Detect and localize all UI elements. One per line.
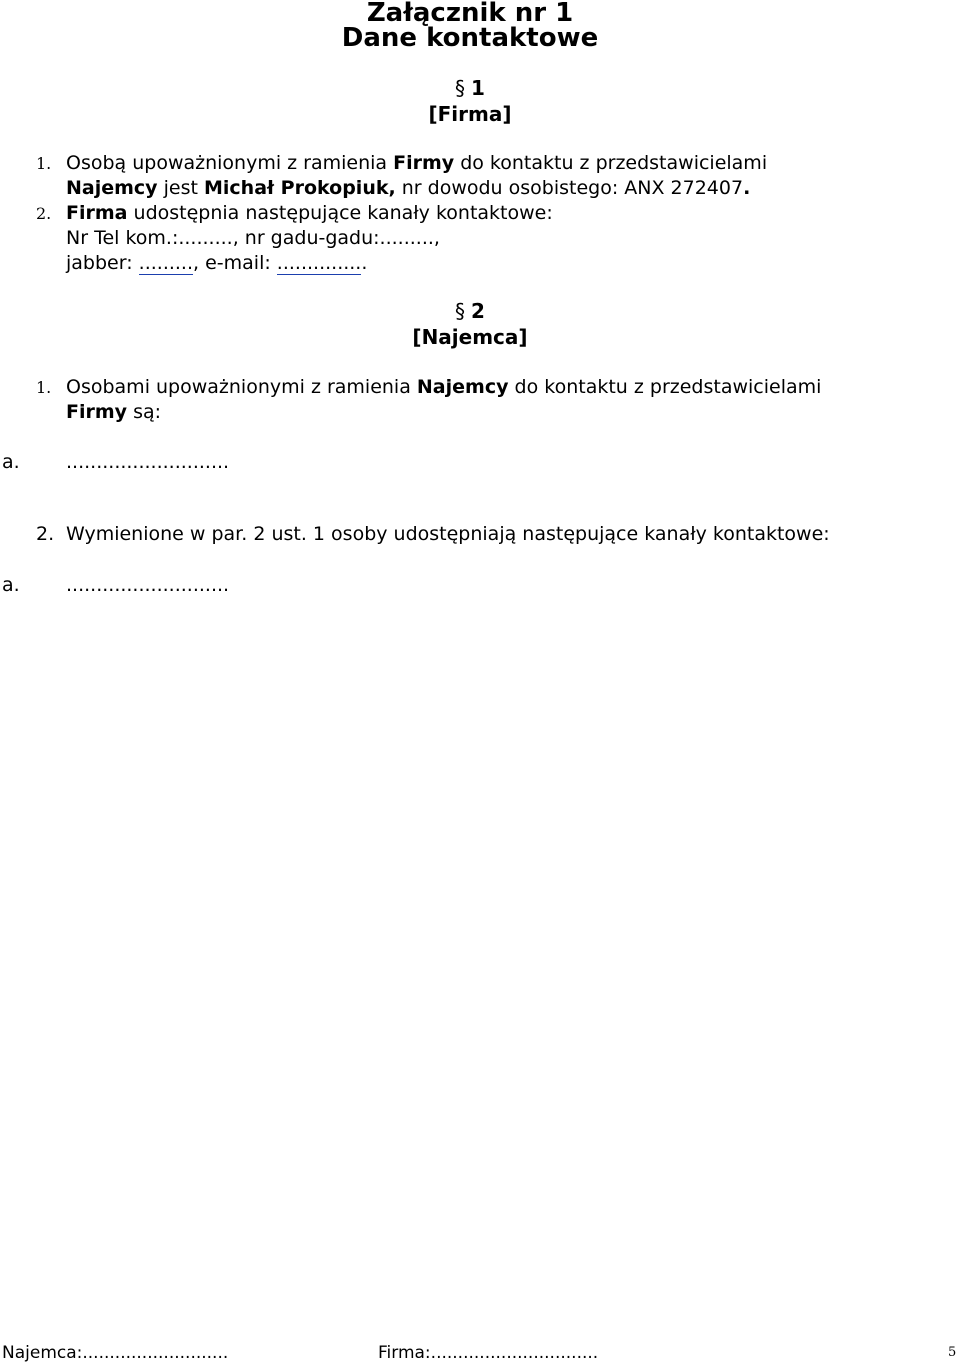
section-1-number <box>0 76 940 100</box>
sub-item-letter: a. <box>2 451 20 473</box>
tenant-term: Najemcy <box>66 177 158 199</box>
contact-person-name: Michał Prokopiuk, <box>203 177 396 199</box>
jabber-label: jabber: <box>66 252 139 274</box>
text: do kontaktu z przedstawicielami <box>508 376 822 398</box>
text: . <box>361 252 368 274</box>
section-sign: § <box>455 299 466 323</box>
document-title: Załącznik nr 1 <box>366 0 574 28</box>
section-1-item-2-line-1 <box>66 201 553 225</box>
jabber-link[interactable]: ......... <box>138 252 194 274</box>
text: do kontaktu z przedstawicielami <box>454 152 768 174</box>
text: są: <box>127 401 162 423</box>
list-number: 1. <box>36 378 52 397</box>
document-subtitle: Dane kontaktowe <box>341 23 599 53</box>
section-sign: § <box>455 76 466 100</box>
list-number: 1. <box>36 154 52 173</box>
section-2-item-2-text: Wymienione w par. 2 ust. 1 osoby udostępniają następujące kanały kontaktowe: <box>66 523 830 545</box>
sub-item-value: ........................... <box>66 574 230 596</box>
list-number: 2. <box>36 523 55 545</box>
footer-najemca-signature: Najemca:........................... <box>2 1343 229 1363</box>
company-term: Firmy <box>393 152 455 174</box>
tenant-term: Najemcy <box>416 376 509 398</box>
text: udostępnia następujące kanały kontaktowe: <box>127 202 553 224</box>
id-number-text: nr dowodu osobistego: ANX 272407 <box>395 177 744 199</box>
section-2-heading: [Najemca] <box>412 325 528 349</box>
company-term: Firmy <box>66 401 128 423</box>
section-number: 1 <box>471 76 485 100</box>
text: Osobą upoważnionymi z ramienia <box>66 152 394 174</box>
text: Osobami upoważnionymi z ramienia <box>66 376 417 398</box>
phone-gadu-line: Nr Tel kom.:........., nr gadu-gadu:........., <box>66 227 440 249</box>
section-2-item-1-line-2 <box>66 400 161 424</box>
page-number: 5 <box>948 1345 957 1360</box>
footer-firma-signature: Firma:............................... <box>378 1343 599 1363</box>
text: jest <box>157 177 204 199</box>
email-label: , e-mail: <box>193 252 277 274</box>
sub-item-letter: a. <box>2 574 20 596</box>
company-term: Firma <box>66 202 128 224</box>
section-1-item-1-line-2 <box>66 176 750 200</box>
section-number: 2 <box>471 299 485 323</box>
list-number: 2. <box>36 204 52 223</box>
section-2-item-1-line-1 <box>66 375 821 399</box>
jabber-email-line <box>66 251 367 275</box>
section-1-heading: [Firma] <box>428 102 512 126</box>
text: . <box>743 177 751 199</box>
section-2-number <box>0 299 940 323</box>
section-1-item-1-line-1 <box>66 151 767 175</box>
sub-item-value: ........................... <box>66 451 230 473</box>
email-link[interactable]: .............. <box>276 252 362 274</box>
